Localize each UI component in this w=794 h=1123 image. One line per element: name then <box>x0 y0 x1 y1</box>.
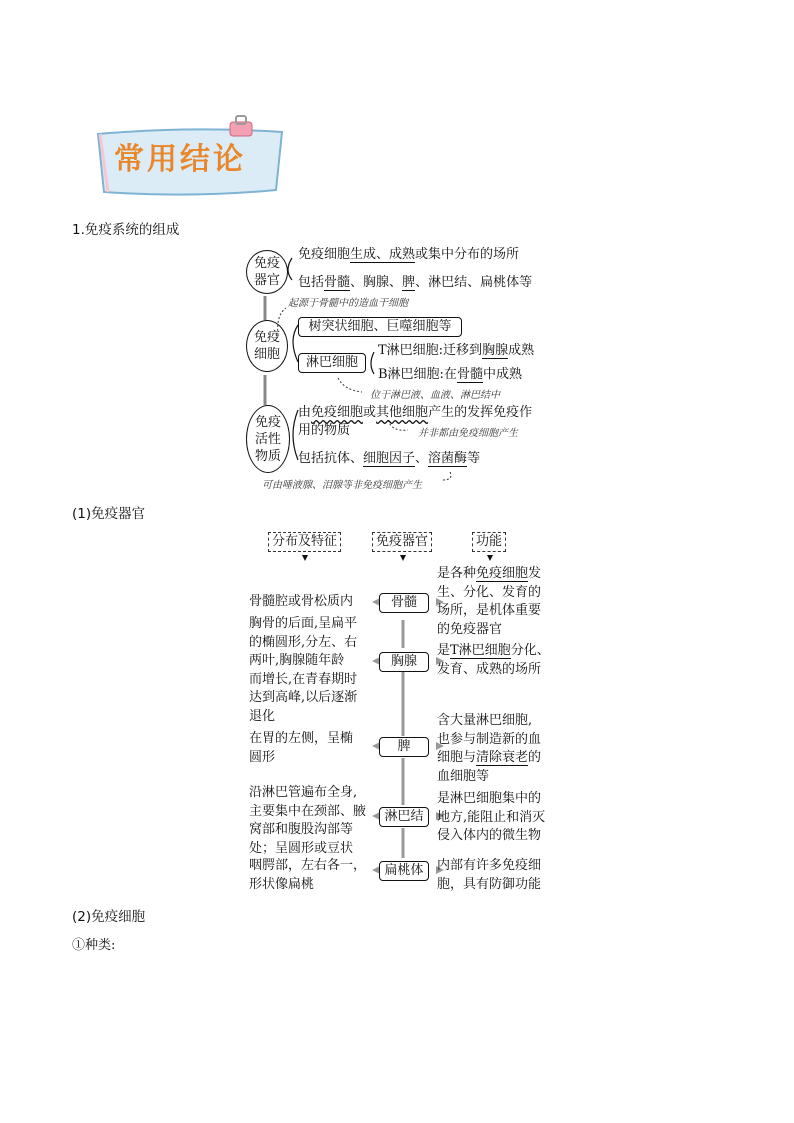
dist-spleen: 在胃的左侧，呈椭 圆形 <box>249 731 354 765</box>
t-cell-text: T淋巴细胞:迁移到胸腺成熟 <box>378 343 535 358</box>
organ-lymph-node: 淋巴结 <box>379 807 429 827</box>
section-heading-immune-system: 1.免疫系统的组成 <box>72 222 180 238</box>
substance-definition-cont: 用的物质 <box>298 423 351 438</box>
dist-tonsil: 咽腭部，左右各一， 形状像扁桃 <box>249 858 367 892</box>
dist-lymph-node: 沿淋巴管遍布全身, 主要集中在颈部、腋 窝部和腹股沟部等 处；呈圆形或豆状 <box>249 785 367 856</box>
header-distribution: 分布及特征 <box>268 532 341 552</box>
dist-thymus: 胸骨的后面,呈扁平 的椭圆形,分左、右 两叶,胸腺随年龄 而增长,在青春期时 达到高峰,以后逐渐 退化 <box>249 616 358 724</box>
organ-thymus: 胸腺 <box>379 652 429 672</box>
dendritic-macrophage-box: 树突状细胞、巨噬细胞等 <box>298 317 462 337</box>
organ-examples: 包括骨髓、胸腺、脾、淋巴结、扁桃体等 <box>298 275 533 290</box>
title-banner <box>90 120 290 200</box>
section-heading-immune-organs: (1)免疫器官 <box>72 506 146 522</box>
func-bone-marrow: 是各种免疫细胞发 生、分化、发育的 场所，是机体重要 的免疫器官 <box>437 566 542 637</box>
note-lymph-location: 位于淋巴液、血液、淋巴结中 <box>370 390 500 401</box>
lymphocyte-box: 淋巴细胞 <box>298 353 366 373</box>
header-organ: 免疫器官 <box>372 532 432 552</box>
banner-title: 常用结论 <box>114 142 246 177</box>
dist-bone-marrow: 骨髓腔或骨松质内 <box>249 594 354 609</box>
func-tonsil: 内部有许多免疫细 胞，具有防御功能 <box>437 858 542 892</box>
note-marrow-origin: 起源于骨髓中的造血干细胞 <box>288 298 408 309</box>
header-function: 功能 <box>472 532 506 552</box>
organ-definition: 免疫细胞生成、成熟或集中分布的场所 <box>298 247 520 262</box>
func-lymph-node: 是淋巴细胞集中的 地方,能阻止和消灭 侵入体内的微生物 <box>437 791 546 843</box>
organ-tonsil: 扁桃体 <box>379 861 429 881</box>
note-not-only-immune: 并非都由免疫细胞产生 <box>418 428 518 439</box>
substance-definition: 由免疫细胞或其他细胞产生的发挥免疫作 <box>298 405 533 420</box>
subheading-types: ①种类: <box>72 938 116 953</box>
note-non-immune-source: 可由唾液腺、泪腺等非免疫细胞产生 <box>262 480 422 491</box>
substance-examples: 包括抗体、细胞因子、溶菌酶等 <box>298 451 481 466</box>
organ-bone-marrow: 骨髓 <box>379 593 429 613</box>
func-spleen: 含大量淋巴细胞, 也参与制造新的血 细胞与清除衰老的 血细胞等 <box>437 713 542 784</box>
organ-spleen: 脾 <box>379 737 429 757</box>
immune-substance-node: 免疫 活性 物质 <box>246 405 290 473</box>
section-heading-immune-cells: (2)免疫细胞 <box>72 909 146 925</box>
func-thymus: 是T淋巴细胞分化、 发育、成熟的场所 <box>437 643 550 677</box>
immune-cell-node: 免疫 细胞 <box>246 320 288 372</box>
immune-organ-node: 免疫 器官 <box>246 250 288 294</box>
binder-clip-icon <box>226 114 256 142</box>
b-cell-text: B淋巴细胞:在骨髓中成熟 <box>378 367 522 382</box>
